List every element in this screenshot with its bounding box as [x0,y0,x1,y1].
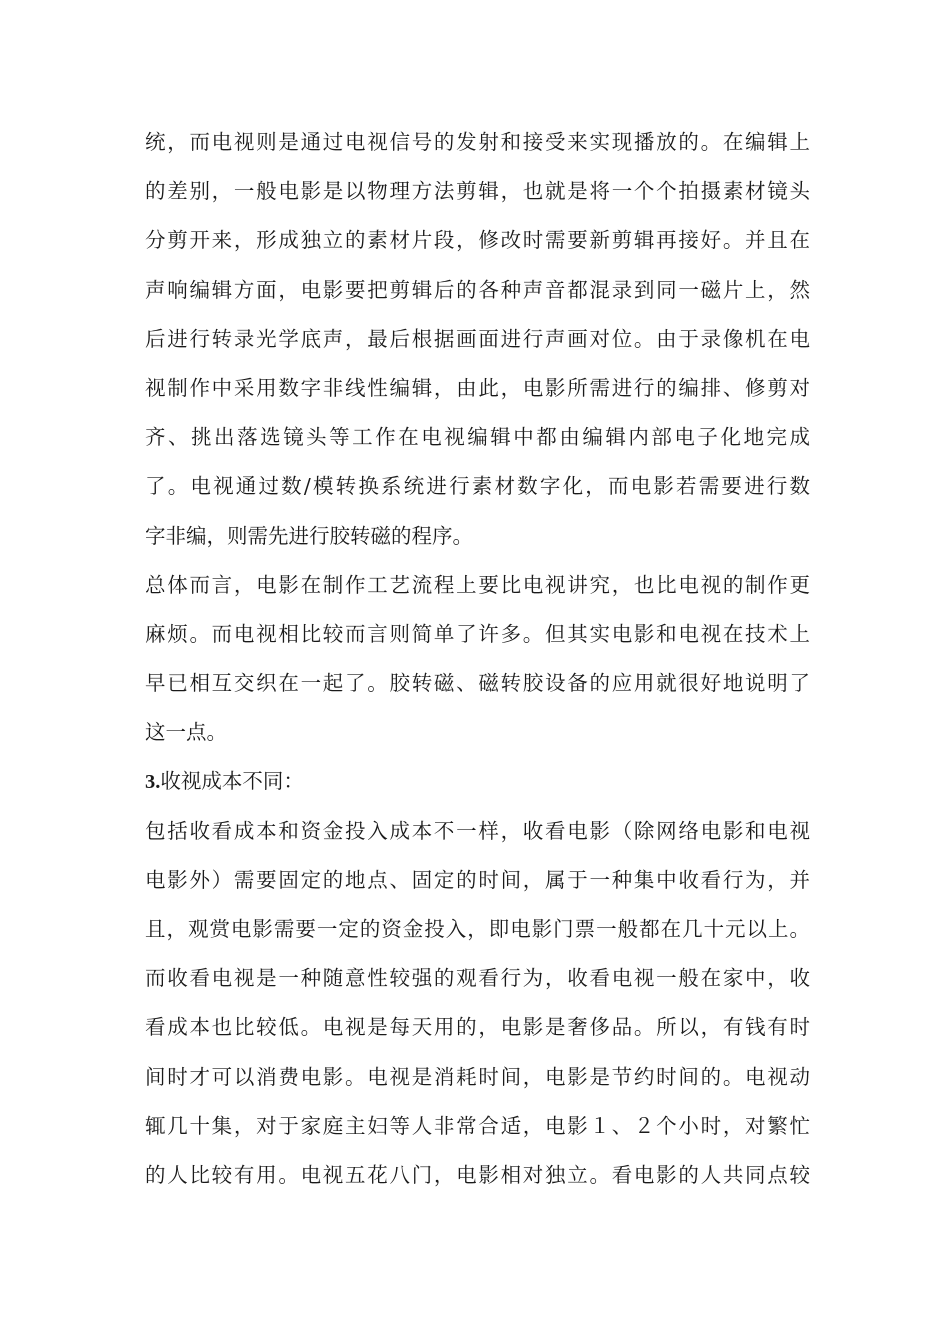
text-line: 声响编辑方面，电影要把剪辑后的各种声音都混录到同一磁片上，然 [145,277,810,302]
text-line: 的差别，一般电影是以物理方法剪辑，也就是将一个个拍摄素材镜头 [145,179,810,204]
text-line: 字非编，则需先进行胶转磁的程序。 [145,523,473,548]
text-line: 间时才可以消费电影。电视是消耗时间，电影是节约时间的。电视动 [145,1064,810,1089]
document-page [145,118,810,1200]
text-line: 电影外）需要固定的地点、固定的时间，属于一种集中收看行为，并 [145,867,810,892]
text-line: 的人比较有用。电视五花八门，电影相对独立。看电影的人共同点较 [145,1162,810,1187]
text-line: 后进行转录光学底声，最后根据画面进行声画对位。由于录像机在电 [145,326,810,351]
text-line: 了。电视通过数/模转换系统进行素材数字化，而电影若需要进行数 [145,474,810,499]
text-line: 齐、挑出落选镜头等工作在电视编辑中都由编辑内部电子化地完成 [145,425,810,450]
text-line: 而收看电视是一种随意性较强的观看行为，收看电视一般在家中，收 [145,966,810,991]
text-line: 麻烦。而电视相比较而言则简单了许多。但其实电影和电视在技术上 [145,621,810,646]
text-line: 总体而言，电影在制作工艺流程上要比电视讲究，也比电视的制作更 [145,572,810,597]
text-line: 分剪开来，形成独立的素材片段，修改时需要新剪辑再接好。并且在 [145,228,810,253]
text-line: 辄几十集，对于家庭主妇等人非常合适，电影１、２个小时，对繁忙 [145,1113,810,1138]
text-line: 早已相互交织在一起了。胶转磁、磁转胶设备的应用就很好地说明了 [145,671,810,696]
section-heading-number: 3. [145,771,161,794]
text-line: 视制作中采用数字非线性编辑，由此，电影所需进行的编排、修剪对 [145,375,810,400]
text-line: 这一点。 [145,720,227,745]
section-heading-text: 收视成本不同： [160,769,304,794]
section-heading [145,757,810,806]
text-line: 看成本也比较低。电视是每天用的，电影是奢侈品。所以，有钱有时 [145,1015,810,1040]
text-line: 统，而电视则是通过电视信号的发射和接受来实现播放的。在编辑上 [145,130,810,154]
text-line: 包括收看成本和资金投入成本不一样，收看电影（除网络电影和电视 [145,818,810,843]
text-line: 且，观赏电影需要一定的资金投入，即电影门票一般都在几十元以上。 [145,917,810,941]
